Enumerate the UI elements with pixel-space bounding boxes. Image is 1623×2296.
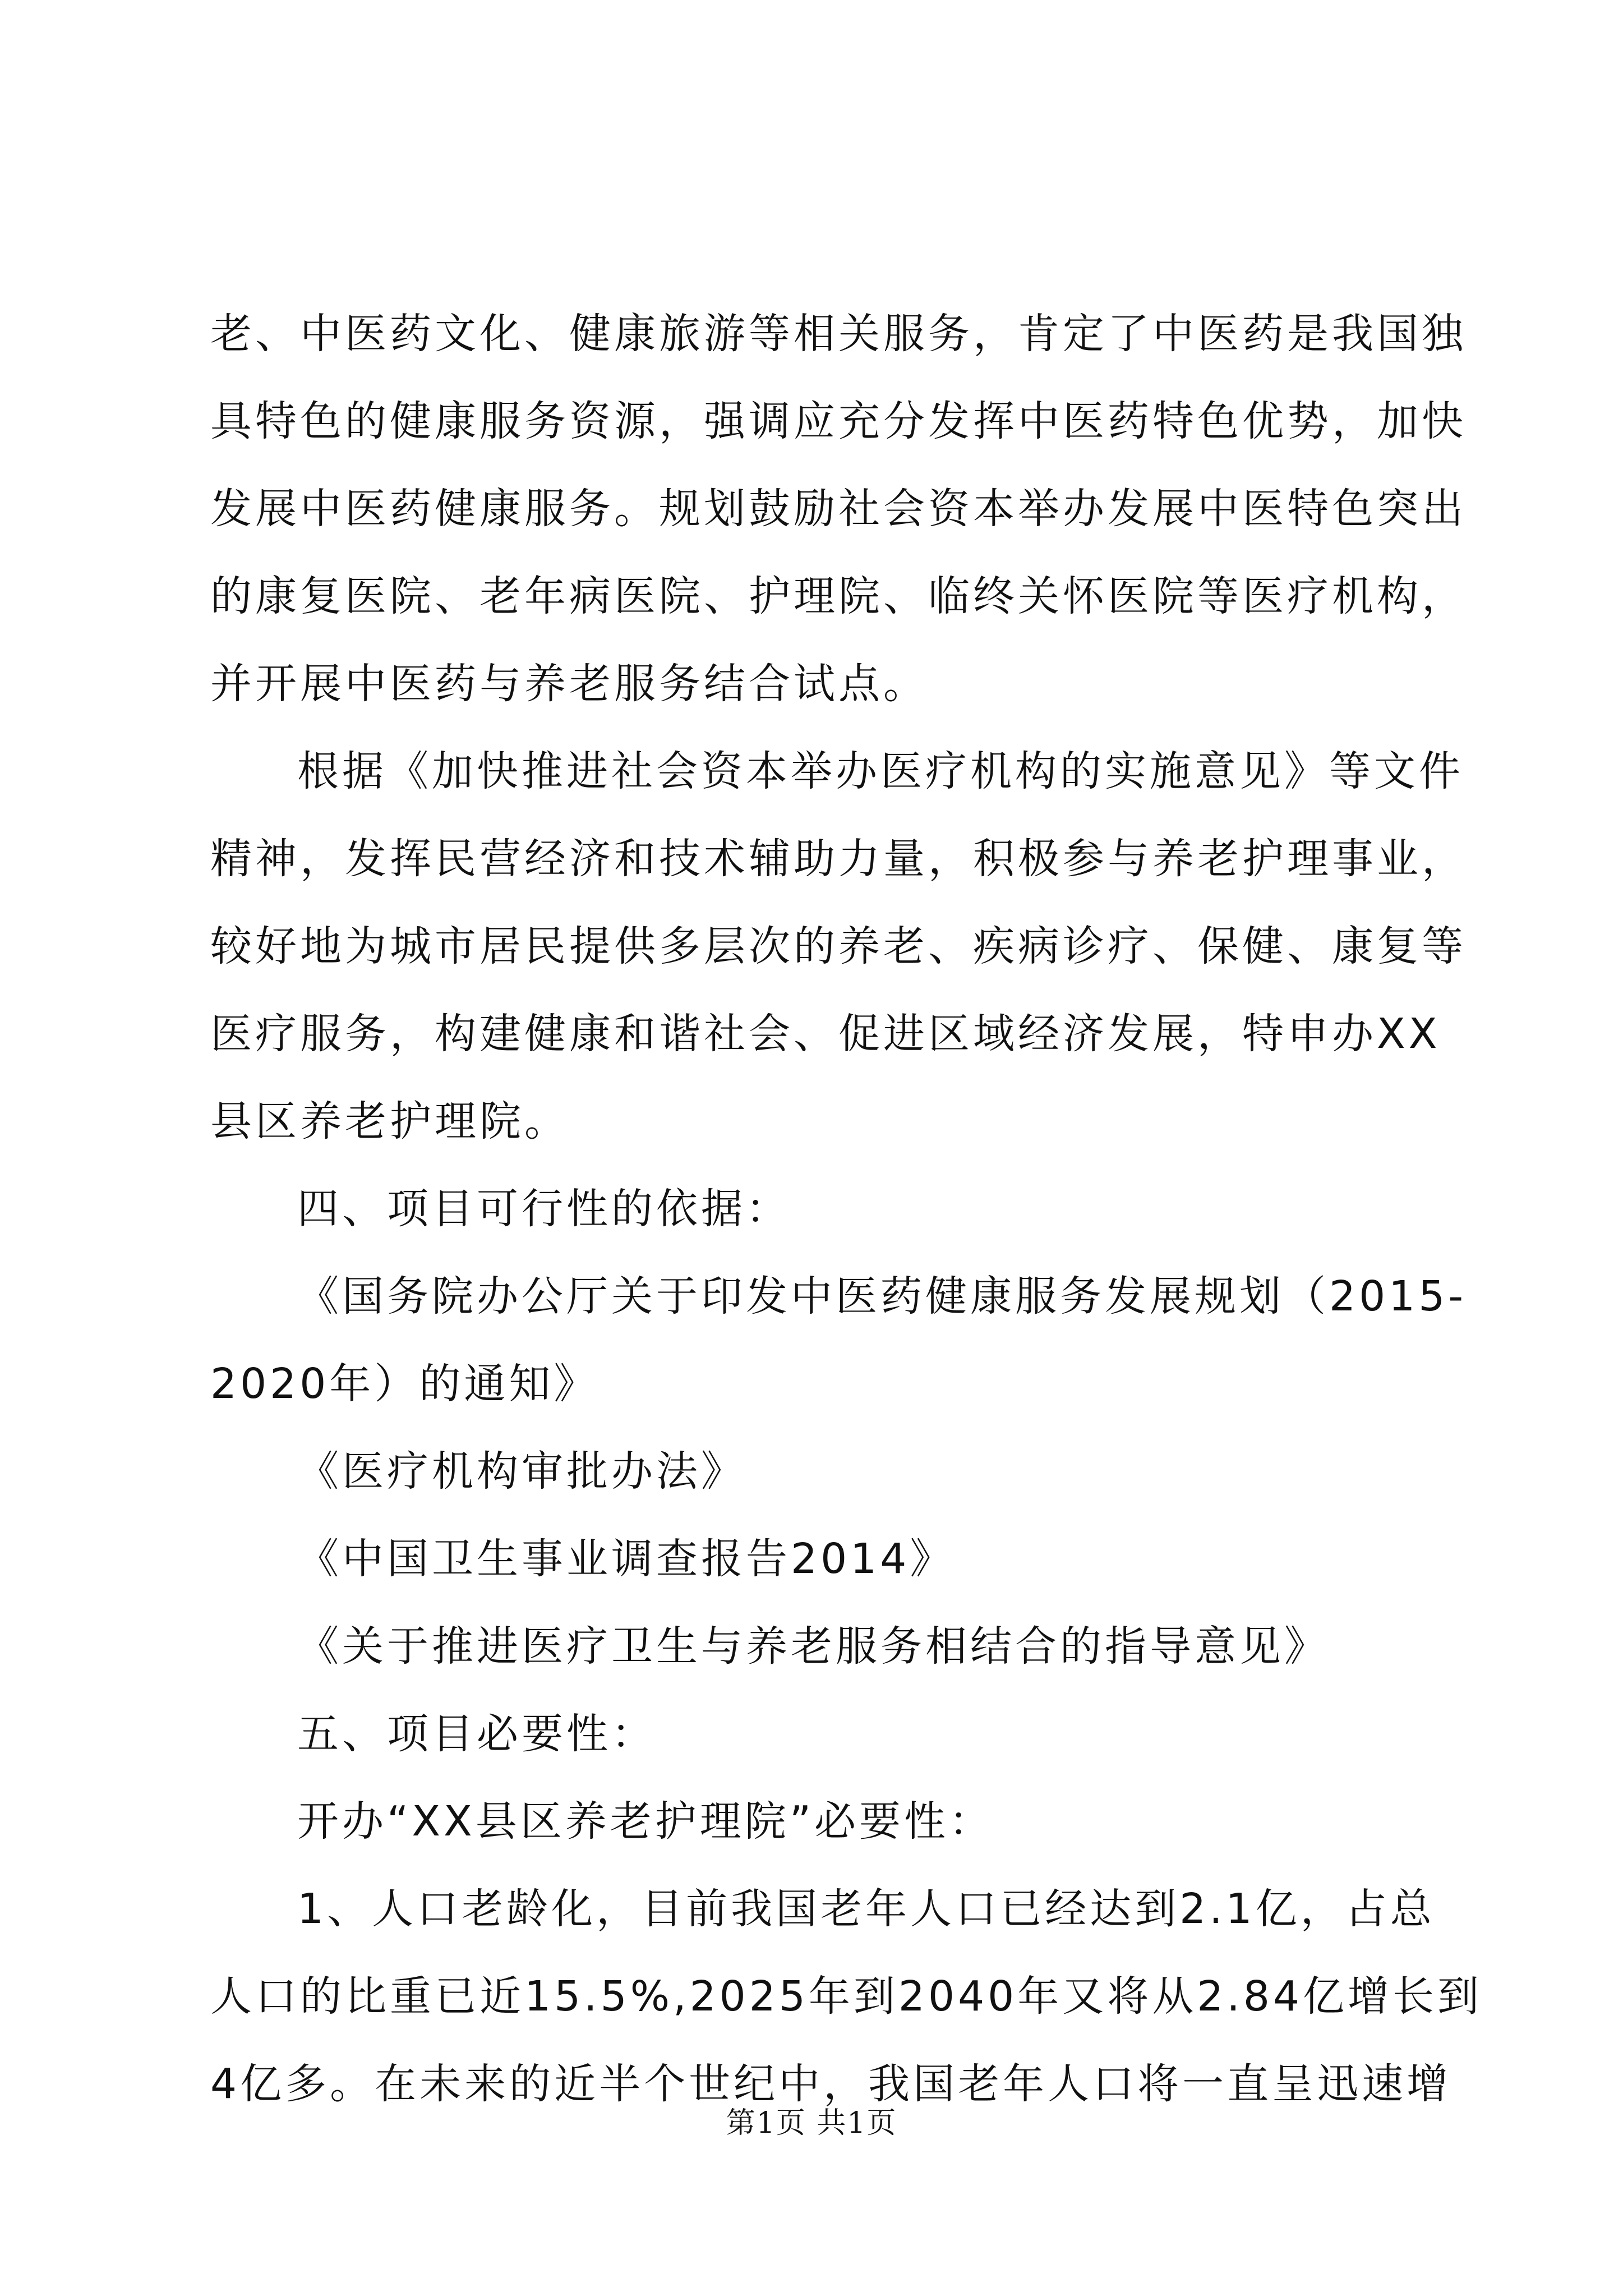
section-heading: 五、项目必要性： — [297, 1710, 656, 1758]
text-line: 老、中医药文化、健康旅游等相关服务，肯定了中医药是我国独 — [210, 310, 1467, 358]
reference-item: 《中国卫生事业调查报告2014》 — [297, 1535, 955, 1583]
text-line: 发展中医药健康服务。规划鼓励社会资本举办发展中医特色突出 — [210, 485, 1467, 533]
text-line: 4亿多。在未来的近半个世纪中，我国老年人口将一直呈迅速增 — [210, 2060, 1452, 2108]
text-line: 医疗服务，构建健康和谐社会、促进区域经济发展，特申办XX — [210, 1010, 1441, 1058]
text-line: 具特色的健康服务资源，强调应充分发挥中医药特色优势，加快 — [210, 397, 1467, 445]
text-line: 精神，发挥民营经济和技术辅助力量，积极参与养老护理事业， — [210, 835, 1467, 883]
reference-item: 《国务院办公厅关于印发中医药健康服务发展规划（2015- — [297, 1272, 1467, 1320]
reference-item: 《医疗机构审批办法》 — [297, 1447, 746, 1496]
text-line: 并开展中医药与养老服务结合试点。 — [210, 660, 928, 708]
paragraph-first-line: 1、人口老龄化，目前我国老年人口已经达到2.1亿，占总 — [297, 1885, 1435, 1933]
page-footer: 第1页 共1页 — [726, 2106, 897, 2140]
reference-item: 《关于推进医疗卫生与养老服务相结合的指导意见》 — [297, 1622, 1329, 1671]
text-line: 较好地为城市居民提供多层次的养老、疾病诊疗、保健、康复等 — [210, 922, 1467, 970]
section-heading: 四、项目可行性的依据： — [297, 1185, 791, 1233]
text-line: 县区养老护理院。 — [210, 1097, 569, 1145]
reference-item-continued: 2020年）的通知》 — [210, 1360, 599, 1408]
paragraph-first-line: 根据《加快推进社会资本举办医疗机构的实施意见》等文件 — [297, 747, 1464, 795]
paragraph-first-line: 开办“XX县区养老护理院”必要性： — [297, 1797, 994, 1846]
text-line: 人口的比重已近15.5%,2025年到2040年又将从2.84亿增长到 — [210, 1972, 1483, 2021]
text-line: 的康复医院、老年病医院、护理院、临终关怀医院等医疗机构， — [210, 572, 1467, 620]
